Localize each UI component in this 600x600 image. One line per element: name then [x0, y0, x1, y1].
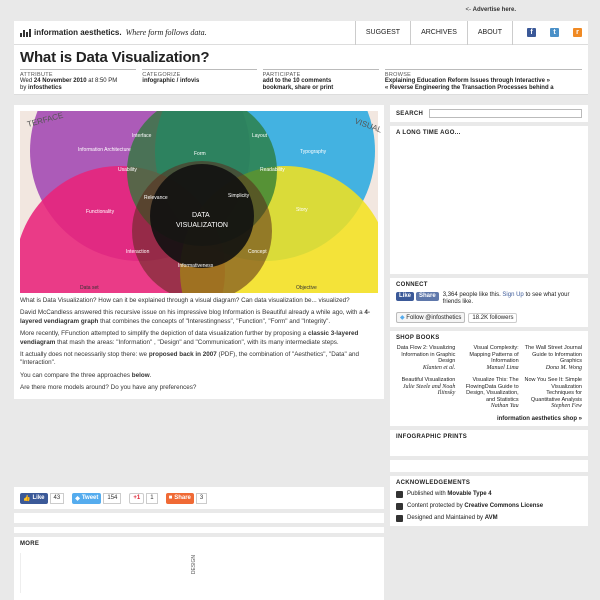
- nav-archives[interactable]: ARCHIVES: [410, 21, 467, 45]
- vis-label-usability: Usability: [118, 167, 137, 173]
- twitter-followers-count: 18.2K followers: [468, 313, 517, 323]
- site-logo[interactable]: information aesthetics.: [34, 28, 122, 37]
- vis-label-form: Form: [194, 151, 206, 157]
- arrow-text: <-: [465, 7, 471, 13]
- connect-box: [390, 278, 588, 327]
- vis-label-relevance: Relevance: [144, 195, 168, 201]
- search-box: [390, 105, 588, 122]
- author-link[interactable]: infosthetics: [28, 85, 62, 91]
- meta-categorize-header: CATEGORIZE: [142, 72, 181, 78]
- long-time-ago-title: A LONG TIME AGO...: [396, 130, 461, 136]
- vis-label-functionality: Functionality: [86, 209, 115, 215]
- twitter-follow-button[interactable]: ◆ Follow @infosthetics: [396, 312, 465, 323]
- meta-participate-header: PARTICIPATE: [262, 72, 301, 78]
- comments-line: add to the 10 comments: [262, 78, 332, 84]
- google-plus-button[interactable]: +1: [129, 493, 144, 504]
- avm-link[interactable]: AVM: [484, 515, 498, 521]
- vis-label-readability: Readability: [260, 167, 285, 173]
- vis-label-center-1: DATA: [192, 212, 210, 219]
- nav-suggest[interactable]: SUGGEST: [355, 21, 410, 45]
- site-tagline: Where form follows data.: [125, 28, 207, 37]
- facebook-signup-link[interactable]: Sign Up: [502, 292, 524, 298]
- shop-books-box: [390, 331, 588, 426]
- advertise-here-link[interactable]: here.: [501, 7, 516, 13]
- rss-icon[interactable]: r: [573, 28, 582, 37]
- book-item[interactable]: The Wall Street Journal Guide to Information Graphics Dona M. Wong: [524, 345, 582, 371]
- share-button[interactable]: ■ Share: [166, 493, 194, 504]
- movable-type-icon: [396, 491, 403, 498]
- vis-label-info-arch: Information Architecture: [78, 147, 131, 153]
- post-meta: [14, 67, 588, 95]
- creative-commons-link[interactable]: Creative Commons License: [464, 503, 544, 509]
- article-paragraph: It actually does not necessarily stop there: we proposed back in 2007 (PDF), the combination of "Aesthetics", "Data" and "Interaction".: [20, 351, 360, 367]
- nav-about[interactable]: ABOUT: [467, 21, 513, 45]
- advertise-bar: [465, 7, 516, 13]
- books-grid: [396, 345, 582, 410]
- acknowledgements-title: ACKNOWLEDGEMENTS: [396, 479, 471, 486]
- ack-row: Content protected by Creative Commons License: [396, 503, 582, 510]
- meta-attribute-header: ATTRIBUTE: [20, 72, 53, 78]
- meta-browse: [384, 69, 582, 91]
- vis-label-interface: TERFACE: [26, 110, 65, 129]
- vis-label-typography: Typography: [300, 149, 327, 155]
- meta-author: by infosthetics: [20, 85, 62, 91]
- main-nav: [355, 21, 582, 45]
- search-input[interactable]: [429, 109, 582, 118]
- vendiagram-4-link[interactable]: 4-layered vendiagram graph: [20, 309, 371, 325]
- acknowledgements-box: [390, 476, 588, 526]
- meta-attribute: [20, 69, 136, 91]
- vis-label-story: Story: [296, 207, 308, 213]
- bookmark-share-link[interactable]: bookmark, share or print: [262, 85, 334, 91]
- article-paragraph: More recently, FFunction attempted to simplify the depiction of data visualization further by proposing a classic 3-layered vendiagram that mash the areas: "Information" , "Design" and "Communication", with its many intermediate steps.: [20, 330, 359, 346]
- thumbs-up-icon: 👍: [23, 495, 31, 502]
- gplus-count: 1: [146, 493, 157, 504]
- search-label: SEARCH: [396, 110, 424, 117]
- vis-label-informativeness: Informativeness: [178, 263, 214, 269]
- facebook-like-widget-button[interactable]: Like: [396, 292, 414, 301]
- comments-link[interactable]: 10 comments: [292, 78, 332, 84]
- ack-row: Published with Movable Type 4: [396, 491, 582, 498]
- spacer-box: [390, 460, 588, 472]
- share-count: 3: [196, 493, 207, 504]
- shop-more-link[interactable]: information aesthetics shop »: [496, 415, 582, 422]
- more-diagram: [20, 553, 378, 593]
- long-time-ago-box: [390, 126, 588, 274]
- like-count: 43: [50, 493, 65, 504]
- avm-icon: [396, 515, 403, 522]
- spacer-block: [14, 513, 384, 523]
- facebook-share-widget-button[interactable]: Share: [416, 292, 439, 301]
- meta-participate: [262, 69, 379, 91]
- book-item[interactable]: Data Flow 2: Visualizing Information in Graphic Design Klanten et al.: [396, 345, 456, 371]
- vis-label-layout: Layout: [252, 133, 268, 139]
- browse-next-link[interactable]: Explaining Education Reform Issues through Interactive »: [384, 78, 550, 84]
- venn-diagram-image: [20, 110, 384, 293]
- spacer-block: [14, 527, 384, 533]
- vis-label-visual: VISUAL: [353, 116, 384, 135]
- vis-label-objective: Objective: [296, 285, 317, 291]
- ack-row: Designed and Maintained by AVM: [396, 515, 582, 522]
- book-item[interactable]: Visual Complexity: Mapping Patterns of Information Manuel Lima: [469, 345, 519, 371]
- book-item[interactable]: Beautiful Visualization Julie Steele and Noah Iliinsky: [401, 377, 456, 396]
- vis-label-interaction: Interaction: [126, 249, 150, 255]
- tweet-count: 154: [103, 493, 121, 504]
- twitter-bird-icon: ◆: [400, 315, 405, 321]
- sidebar: [390, 105, 588, 530]
- vendiagram-3-link[interactable]: classic 3-layered vendiagram: [20, 330, 359, 346]
- site-header: [14, 21, 588, 45]
- more-title: MORE: [20, 541, 40, 547]
- meta-date: Wed 24 November 2010 at 8:50 PM: [20, 78, 118, 84]
- more-design-label: DESIGN: [191, 555, 197, 575]
- infographic-prints-title: INFOGRAPHIC PRINTS: [396, 433, 468, 440]
- page-title: What is Data Visualization?: [20, 49, 210, 66]
- connect-title: CONNECT: [396, 282, 428, 288]
- meta-categorize: [142, 69, 256, 88]
- shop-books-title: SHOP BOOKS: [396, 335, 440, 341]
- more-section: [14, 537, 384, 600]
- header-wrap: [14, 21, 588, 95]
- vis-label-center-2: VISUALIZATION: [176, 222, 228, 229]
- twitter-bird-icon: ◆: [75, 495, 80, 502]
- infographic-prints-box: [390, 430, 588, 456]
- facebook-like-text: 3,364 people like this. Sign Up to see what your friends like.: [442, 292, 570, 305]
- article-paragraph: You can compare the three approaches below.: [20, 371, 152, 379]
- facebook-widget: [396, 292, 582, 306]
- twitter-icon[interactable]: t: [550, 28, 559, 37]
- advertise-link[interactable]: Advertise: [472, 7, 500, 13]
- article-paragraph: Are there more models around? Do you have any preferences?: [20, 384, 197, 392]
- vis-label-data-set: Data set: [80, 285, 99, 291]
- category-link[interactable]: infographic / infovis: [142, 78, 200, 84]
- book-item[interactable]: Now You See It: Simple Visualization Techniques for Quantitative Analysis Stephen Few: [524, 377, 582, 409]
- meta-browse-header: BROWSE: [384, 72, 412, 78]
- article-main: [14, 105, 384, 399]
- share-icon: ■: [168, 495, 173, 501]
- proposed-2007-link[interactable]: proposed back in 2007: [148, 351, 217, 359]
- article-paragraph: What is Data Visualization? How can it be explained through a visual diagram? Can data visualization be... visualized?: [20, 297, 350, 304]
- tweet-button[interactable]: ◆ Tweet: [72, 493, 101, 504]
- logo-bars-icon: [20, 29, 31, 37]
- browse-prev-link[interactable]: « Reverse Engineering the Transaction Processes behind a: [384, 85, 554, 91]
- article-body: [20, 297, 378, 393]
- twitter-widget: [396, 312, 582, 323]
- share-bar: [14, 487, 384, 509]
- book-item[interactable]: Visualize This: The FlowingData Guide to Design, Visualization, and Statistics Nathan Yau: [465, 377, 519, 409]
- facebook-icon[interactable]: f: [527, 28, 536, 37]
- article-paragraph: David McCandless answered this recursive issue on his impressive blog Information is Beautiful already a while ago, with a 4-layered vendiagram graph that combines the concepts of "Interestingness", "Function", "Form" and "Integrity".: [20, 309, 371, 325]
- creative-commons-icon: [396, 503, 403, 510]
- facebook-like-button[interactable]: 👍 Like: [20, 493, 48, 504]
- vis-label-interface-inner: Interface: [132, 133, 152, 139]
- title-band: [14, 45, 588, 67]
- vis-label-concept: Concept: [248, 249, 267, 255]
- movable-type-link[interactable]: Movable Type 4: [447, 491, 492, 497]
- vis-label-simplicity: Simplicity: [228, 193, 250, 199]
